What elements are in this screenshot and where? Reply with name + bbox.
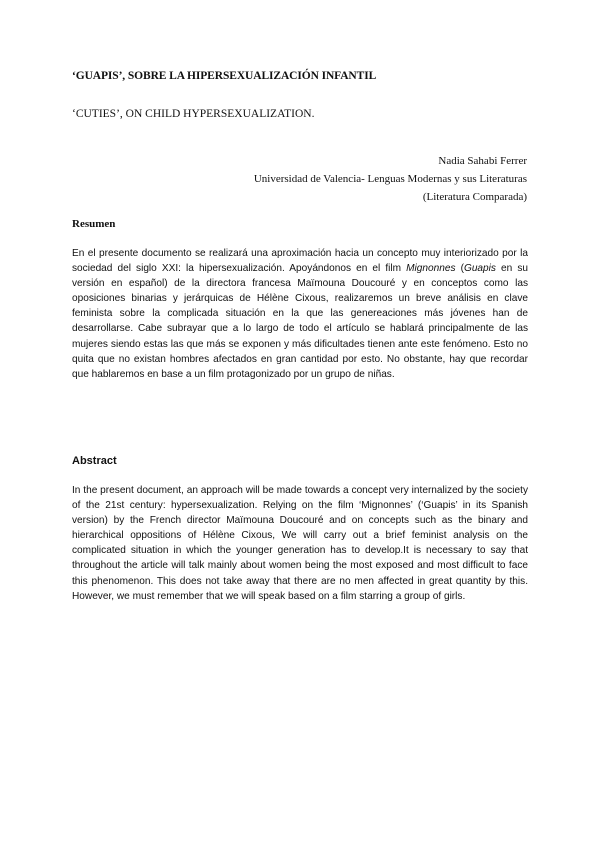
title-english: ‘CUTIES’, ON CHILD HYPERSEXUALIZATION. — [72, 108, 315, 120]
resumen-text-3: en su versión en español) de la directora francesa Maïmouna Doucouré y en conceptos como las oposiciones binarias y jerárquicas de Hélène Cixous, realizaremos un breve análisis en clave feminista sobre la complicada situación en la que las genereaciones más jóvenes han de desarrollarse. Cabe subrayar que a lo largo de todo el artículo se hablará principalmente de las mujeres siendo estas las que más se exponen y más dificultades tienen ante este fenómeno. Esto no quita que no existan hombres afectados en gran cantidad por esto. No obstante, hay que recordar que hablaremos en base a un film protagonizado por un grupo de niñas. — [72, 263, 528, 380]
author-department: (Literatura Comparada) — [422, 191, 527, 203]
resumen-heading: Resumen — [72, 218, 116, 230]
film-title-spanish: Guapis — [463, 263, 496, 275]
author-block — [254, 152, 527, 206]
abstract-heading: Abstract — [72, 455, 117, 467]
resumen-paragraph — [72, 246, 528, 382]
film-title: Mignonnes — [406, 263, 456, 275]
resumen-text-2: ( — [455, 263, 464, 275]
author-affiliation: Universidad de Valencia- Lenguas Modernas y sus Literaturas — [253, 173, 527, 185]
author-name: Nadia Sahabi Ferrer — [438, 155, 527, 167]
abstract-paragraph: In the present document, an approach will be made towards a concept very internalized by the society of the 21st century: hypersexualization. Relying on the film ‘Mignonnes’ (‘Guapis’ in its Spanish version) by the French director Maïmouna Doucouré and on concepts such as the binary and hierarchical oppositions of Hélène Cixous, We will carry out a brief feminist analysis on the complicated situation in which the younger generation has to develop.It is necessary to say that throughout the article will talk mainly about women being the most exposed and most difficult to face this phenomenon. This does not take away that there are no men affected in great quantity by this. However, we must remember that we will speak based on a film starring a group of girls. — [72, 485, 528, 602]
title-spanish: ‘GUAPIS’, SOBRE LA HIPERSEXUALIZACIÓN INFANTIL — [72, 70, 377, 82]
resumen-text-1: En el presente documento se realizará una aproximación hacia un concepto muy interiorizado por la sociedad del siglo XXI: la hipersexualización. Apoyándonos en el film — [72, 248, 528, 275]
